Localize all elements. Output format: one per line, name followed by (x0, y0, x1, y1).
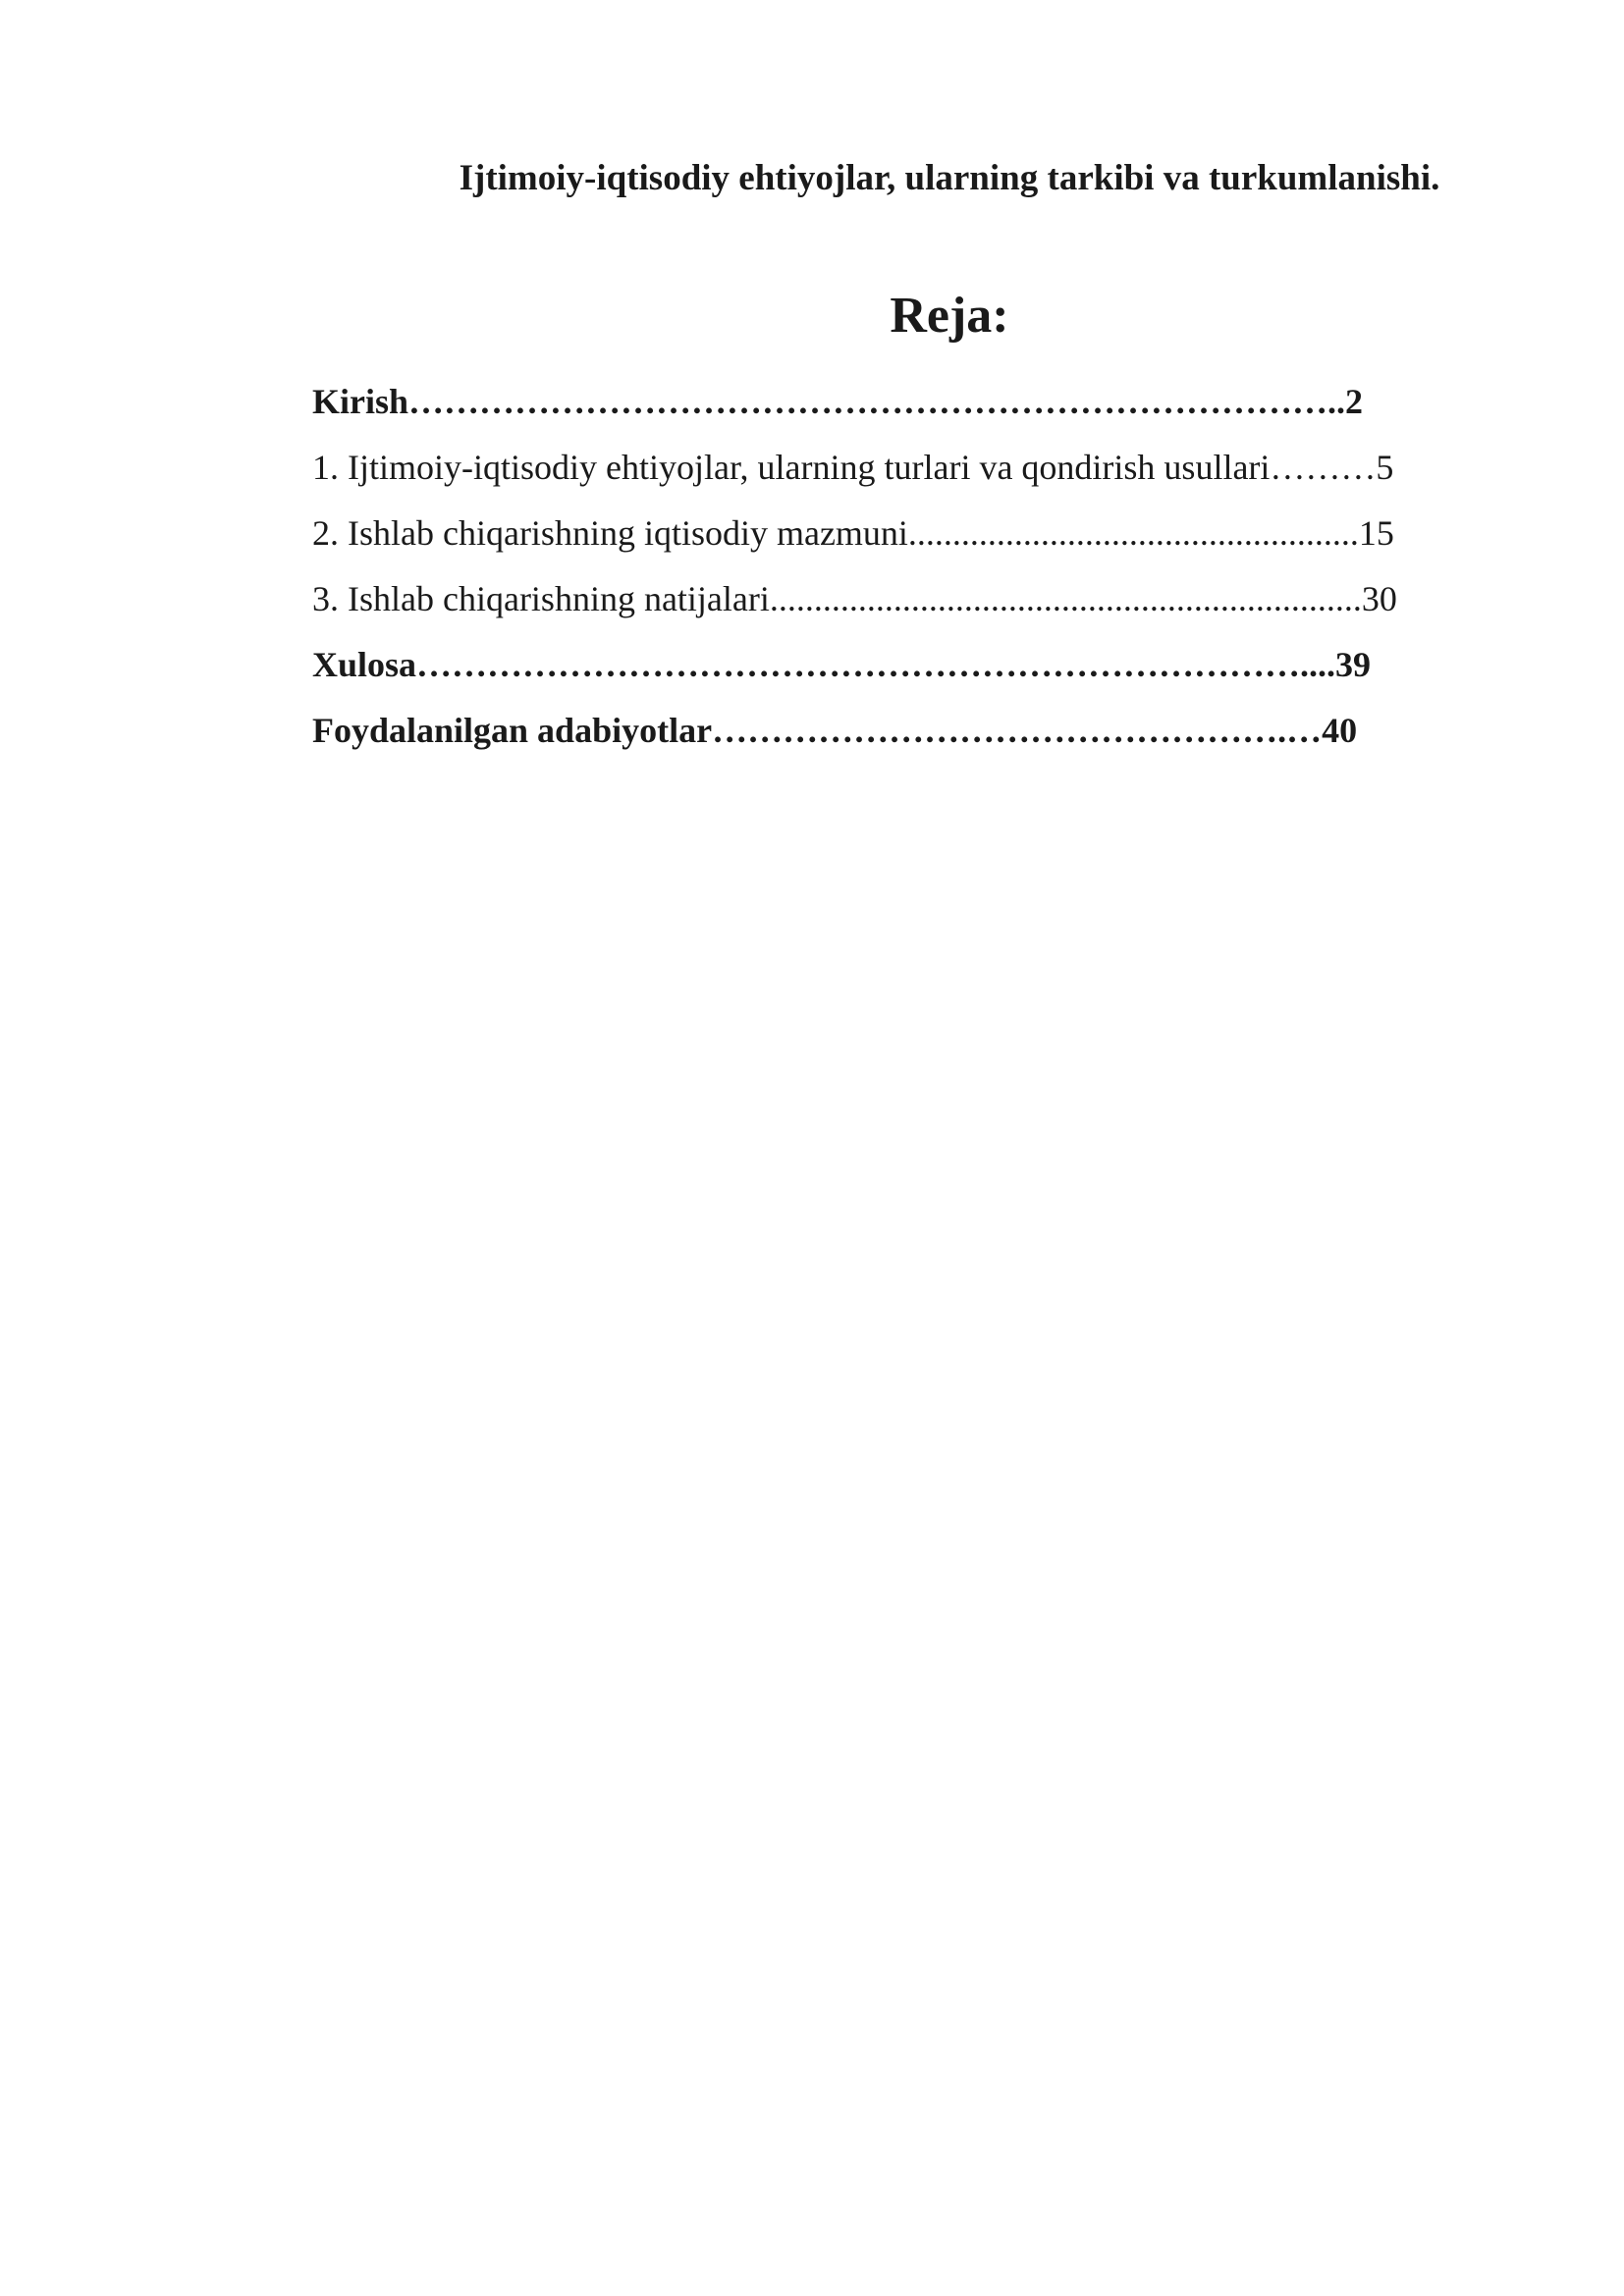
toc-item-section-1: 1. Ijtimoiy-iqtisodiy ehtiyojlar, ularning turlari va qondirish usullari………5 (312, 448, 1394, 487)
toc-item-section-3: 3. Ishlab chiqarishning natijalari...................................................................30 (312, 579, 1397, 618)
toc-item-xulosa: Xulosa…………………………………………………………………....39 (312, 645, 1372, 684)
toc-item-adabiyotlar: Foydalanilgan adabiyotlar………………………………………….…40 (312, 711, 1358, 750)
toc-item-section-2: 2. Ishlab chiqarishning iqtisodiy mazmuni...................................................15 (312, 513, 1394, 553)
table-of-contents (312, 369, 1500, 764)
document-title: Ijtimoiy-iqtisodiy ehtiyojlar, ularning tarkibi va turkumlanishi. (459, 158, 1440, 198)
plan-heading: Reja: (890, 288, 1009, 344)
toc-item-kirish: Kirish……………………………………………………………………..2 (312, 382, 1364, 421)
